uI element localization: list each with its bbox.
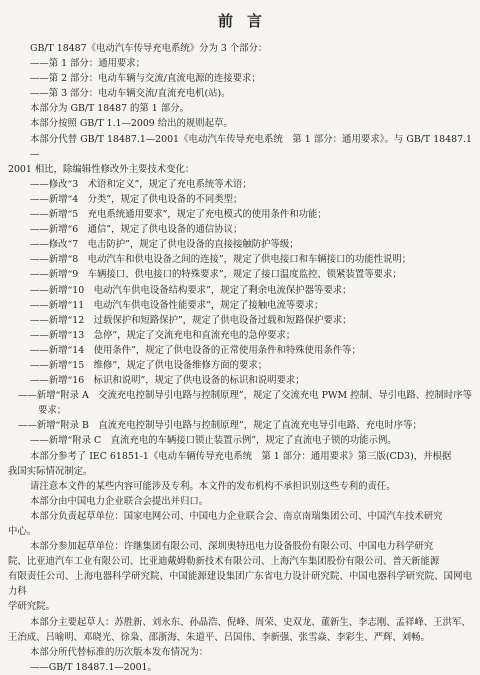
paragraph: 中心。	[8, 526, 37, 537]
paragraph: 本部分参加起草单位：许继集团有限公司、深圳奥特迅电力设备股份有限公司、中国电力科学研究	[30, 541, 434, 553]
paragraph: ——新增“4 分类”，规定了供电设备的不同类型；	[30, 193, 243, 205]
paragraph: 请注意本文件的某些内容可能涉及专利。本文件的发布机构不承担识别这些专利的责任。	[30, 480, 396, 492]
paragraph: ——新增“11 电动汽车供电设备性能要求”，规定了接触电流等要求；	[30, 299, 324, 311]
paragraph: ——新增“5 充电系统通用要求”，规定了充电模式的使用条件和功能；	[30, 209, 327, 221]
paragraph: 本部分代替 GB/T 18487.1—2001《电动汽车传导充电系统 第 1 部分：通用要求》。与 GB/T 18487.1—	[30, 133, 472, 160]
paragraph: 我国实际情况制定。	[8, 465, 93, 477]
paragraph: ——新增“12 过载保护和短路保护”，规定了供电设备过载和短路保护要求；	[30, 314, 352, 326]
paragraph: ——新增“9 车辆接口、供电接口的特殊要求”，规定了接口温度监控、锁紧装置等要求；	[30, 269, 402, 281]
paragraph: ——第 2 部分：电动车辆与交流/直流电源的连接要求；	[30, 73, 261, 85]
paragraph: ——新增“6 通信”，规定了供电设备的通信协议；	[30, 224, 243, 236]
paragraph: 本部分由中国电力企业联合会提出并归口。	[30, 495, 209, 507]
paragraph: ——新增“8 电动汽车和供电设备之间的连接”，规定了供电接口和车辆接口的功能性说明；	[30, 254, 412, 266]
paragraph: ——修改“7 电击防护”，规定了供电设备的直接接触防护等级；	[30, 239, 299, 251]
paragraph: ——GB/T 18487.1—2001。	[30, 661, 157, 673]
paragraph: 院、比亚迪汽车工业有限公司、比亚迪戴姆勒新技术有限公司、上海汽车集团股份有限公司、普天新能源	[8, 556, 440, 568]
paragraph: 本部分负责起草单位：国家电网公司、中国电力企业联合会、南京南瑞集团公司、中国汽车技术研究	[30, 510, 443, 522]
page-title: 前言	[217, 12, 276, 30]
paragraph: ——第 1 部分：通用要求；	[30, 58, 146, 70]
paragraph: 2001 相比，除编辑性修改外主要技术变化：	[8, 163, 195, 175]
paragraph: 本部分主要起草人：苏胜新、刘永东、孙晶浩、倪峰、周荣、史双龙、董新生、李志刚、孟祥峰、王洪军、	[30, 616, 471, 628]
paragraph: 有限责任公司、上海电器科学研究院、中国能源建设集团广东省电力设计研究院、中国电器科学研究院、国网电力科	[8, 571, 472, 598]
paragraph: 本部分为 GB/T 18487 的第 1 部分。	[30, 103, 189, 115]
paragraph: ——新增“10 电动汽车供电设备结构要求”，规定了剩余电流保护器等要求；	[30, 284, 352, 296]
paragraph: GB/T 18487《电动汽车传导充电系统》分为 3 个部分：	[30, 43, 268, 54]
paragraph: 王治成、吕喻明、邓晓光、徐枭、邵浙海、朱道平、吕国伟、李新强、张雪焱、李彩生、严辉、刘畅。	[8, 631, 430, 643]
paragraph: ——新增“14 使用条件”，规定了供电设备的正常使用条件和特殊使用条件等；	[30, 344, 361, 356]
paragraph: 本部分所代替标准的历次版本发布情况为：	[30, 646, 209, 658]
paragraph: ——修改“3 术语和定义”，规定了充电系统等术语；	[30, 178, 252, 190]
paragraph: ——新增“附录 A 交流充电控制导引电路与控制原理”，规定了交流充电 PWM 控制、导引电路、控制时序等要求；	[18, 390, 472, 417]
paragraph: 本部分参考了 IEC 61851-1《电动车辆传导充电系统 第 1 部分：通用要求》第三版(CD3)，并根据	[30, 450, 452, 462]
paragraph: 学研究院。	[8, 601, 55, 613]
paragraph: 本部分按照 GB/T 1.1—2009 给出的规则起草。	[30, 118, 233, 130]
paragraph: ——新增“附录 B 直流充电控制导引电路与控制原理”，规定了直流充电导引电路、充电时序等；	[18, 420, 422, 432]
paragraph: ——新增“15 维修”，规定了供电设备维修方面的要求；	[30, 359, 268, 371]
paragraph: ——第 3 部分：电动车辆交流/直流充电机(站)。	[30, 88, 231, 100]
document-body	[8, 41, 472, 675]
paragraph: ——新增“13 急停”，规定了交流充电和直流充电的急停要求；	[30, 329, 296, 341]
paragraph: ——新增“附录 C 直流充电的车辆接口锁止装置示例”，规定了直流电子锁的功能示例。	[30, 435, 397, 447]
paragraph: ——新增“16 标识和说明”，规定了供电设备的标识和说明要求；	[30, 375, 305, 387]
